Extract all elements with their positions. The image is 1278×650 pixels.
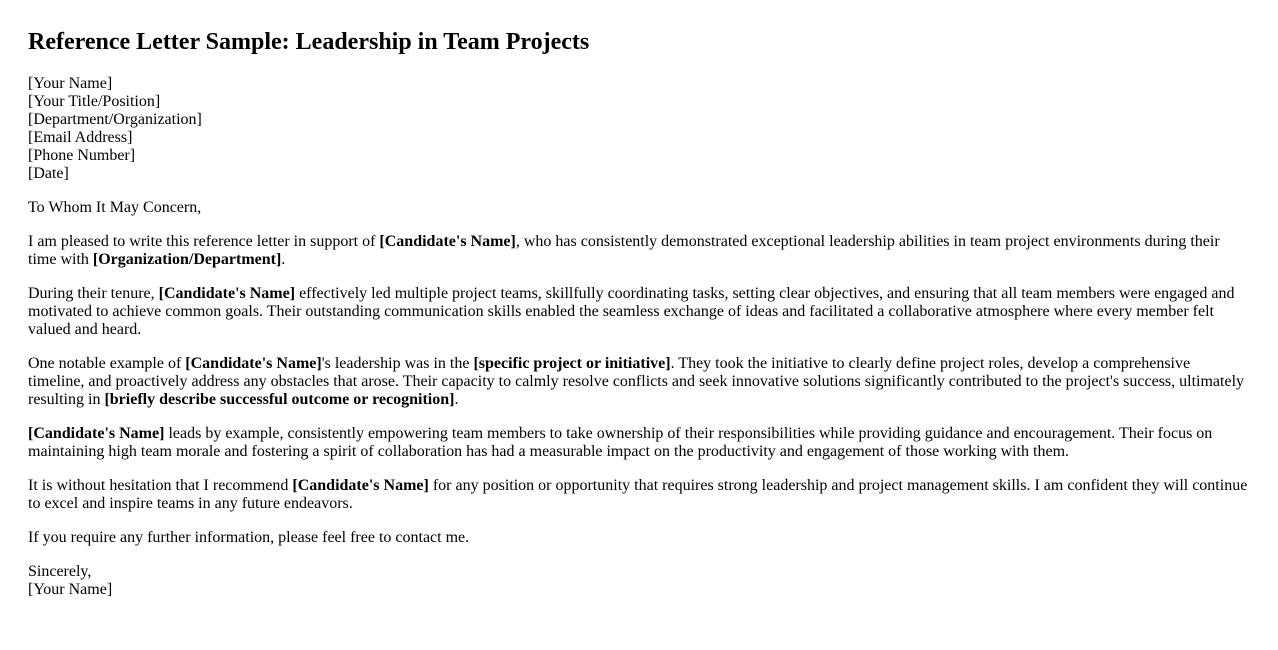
intro-text-3: .: [281, 251, 286, 268]
paragraph-leadership: [28, 425, 1250, 461]
paragraph-recommendation: [28, 477, 1250, 513]
paragraph-introduction: [28, 233, 1250, 269]
organization-placeholder: [Organization/Department]: [92, 251, 282, 268]
recommendation-text-1: It is without hesitation that I recommend: [28, 477, 293, 494]
intro-text-2: , who has consistently demonstrated exceptional leadership abilities in team project environments during their time with: [28, 233, 1220, 268]
tenure-text-2: effectively led multiple project teams, skillfully coordinating tasks, setting clear objectives, and ensuring that all team members were engaged and motivated to achieve common goals. Their outstanding communication skills enabled the seamless exchange of ideas and facilitated a collaborative atmosphere where every member felt valued and heard.: [28, 285, 1235, 338]
example-text-2: 's leadership was in the: [321, 355, 474, 372]
tenure-text-1: During their tenure,: [28, 285, 159, 302]
candidate-name-placeholder: [Candidate's Name]: [292, 477, 429, 494]
paragraph-example: [28, 355, 1250, 409]
candidate-name-placeholder: [Candidate's Name]: [158, 285, 296, 302]
example-text-3: . They took the initiative to clearly define project roles, develop a comprehensive timeline, and proactively address any obstacles that arose. Their capacity to calmly resolve conflicts and seek innovative solutions significantly contributed to the project's success, ultimately resulting in: [28, 355, 1245, 408]
example-text-4: .: [454, 391, 459, 408]
intro-text-1: I am pleased to write this reference letter in support of: [28, 233, 380, 250]
candidate-name-placeholder: [Candidate's Name]: [379, 233, 516, 250]
outcome-placeholder: [briefly describe successful outcome or recognition]: [104, 391, 455, 408]
greeting: To Whom It May Concern,: [28, 199, 202, 216]
sender-name: [Your Name]: [28, 75, 113, 92]
sender-phone: [Phone Number]: [28, 147, 136, 164]
sender-block: [28, 75, 1250, 183]
leadership-text-1: leads by example, consistently empowering team members to take ownership of their responsibilities while providing guidance and encouragement. Their focus on maintaining high team morale and fostering a spirit of collaboration has had a measurable impact on the productivity and engagement of those working with them.: [28, 425, 1213, 460]
sender-title: [Your Title/Position]: [28, 93, 161, 110]
example-text-1: One notable example of: [28, 355, 186, 372]
valediction: Sincerely,: [28, 563, 92, 580]
signature-name: [Your Name]: [28, 581, 113, 598]
sender-department: [Department/Organization]: [28, 111, 202, 128]
sender-date: [Date]: [28, 165, 69, 182]
page-title: Reference Letter Sample: Leadership in Team Projects: [28, 29, 590, 55]
candidate-name-placeholder: [Candidate's Name]: [185, 355, 322, 372]
paragraph-contact: If you require any further information, please feel free to contact me.: [28, 529, 470, 546]
project-placeholder: [specific project or initiative]: [473, 355, 671, 372]
recommendation-text-2: for any position or opportunity that requires strong leadership and project management skills. I am confident they will continue to excel and inspire teams in any future endeavors.: [28, 477, 1248, 512]
paragraph-tenure: [28, 285, 1250, 339]
sender-email: [Email Address]: [28, 129, 133, 146]
candidate-name-placeholder: [Candidate's Name]: [28, 425, 165, 442]
closing-block: [28, 563, 1250, 599]
